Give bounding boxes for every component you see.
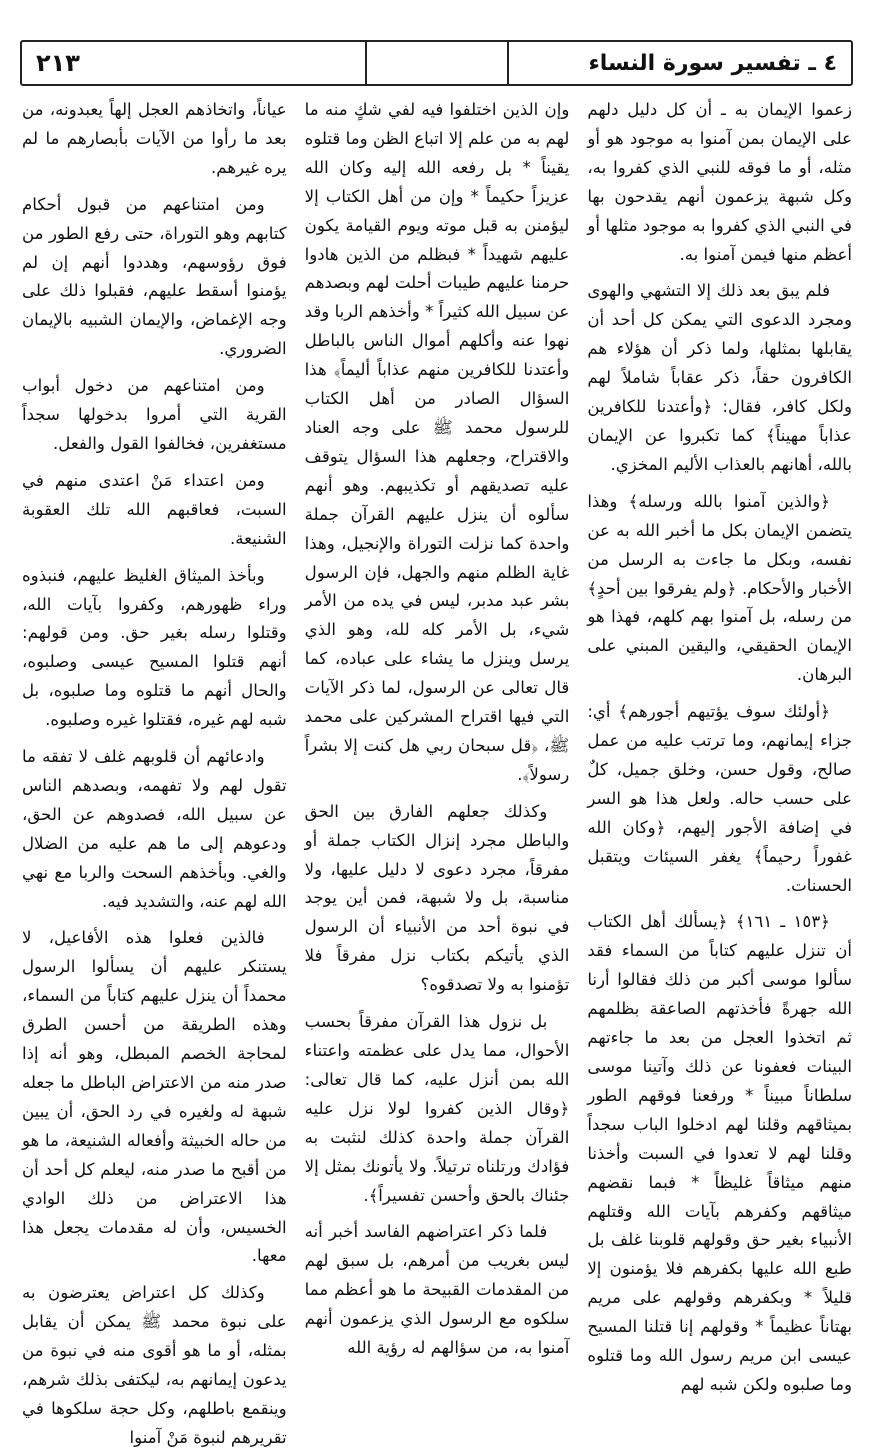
paragraph: ﴿١٥٣ ـ ١٦١﴾ ﴿يسألك أهل الكتاب أن تنزل عليهم كتاباً من السماء فقد سألوا موسى أكبر من ذلك فقالوا أرنا الله جهرةً فأخذتهم الصاعقة بظلمهم ثم اتخذوا العجل من بعد ما جاءتهم البينات فعفونا عن ذلك وآتينا موسى سلطاناً مبيناً * ورفعنا فوقهم الطور بميثاقهم وقلنا لهم ادخلوا الباب سجداً وقلنا لهم لا تعدوا في السبت وأخذنا منهم ميثاقاً غليظاً * فبما نقضهم ميثاقهم وكفرهم بآيات الله وقتلهم الأنبياء بغير حق وقولهم قلوبنا غلف بل طبع الله عليها بكفرهم فلا يؤمنون إلا قليلاً * وبكفرهم وقولهم على مريم بهتاناً عظيماً * وقولهم إنا قتلنا المسيح عيسى ابن مريم رسول الله وما قتلوه وما صلبوه ولكن شبه لهم — [587, 912, 852, 1394]
paragraph: بل نزول هذا القرآن مفرقاً بحسب الأحوال، مما يدل على عظمته واعتناء الله بمن أنزل عليه، كما قال تعالى: ﴿وقال الذين كفروا لولا نزل عليه القرآن جملة واحدة كذلك لنثبت به فؤادك ورتلناه ترتيلاً. ولا يأتونك بمثل إلا جئناك بالحق وأحسن تفسيراً﴾. — [304, 1012, 570, 1205]
paragraph: عياناً، واتخاذهم العجل إلهاً يعبدونه، من بعد ما رأوا من الآيات بأبصارهم ما لم يره غيرهم. — [21, 100, 287, 177]
paragraph: فالذين فعلوا هذه الأفاعيل، لا يستنكر عليهم أن يسألوا الرسول محمداً أن ينزل عليهم كتاباً من السماء، وهذه الطريقة من أحسن الطرق لمحاجة الخصم المبطل، وهو أنه إذا صدر منه من الاعتراض الباطل ما جعله شبهة له ولغيره في رد الحق، أن يبين من حاله الخبيثة وأفعاله الشنيعة، ما هو من أقبح ما صدر منه، ليعلم كل أحد أن هذا الاعتراض من ذلك الوادي الخسيس، وأن له مقدمات يجعل هذا معها. — [21, 928, 287, 1266]
paragraph: وكذلك جعلهم الفارق بين الحق والباطل مجرد إنزال الكتاب جملة أو مفرقاً، مجرد دعوى لا دليل عليها، ولا مناسبة، بل ولا شبهة، فمن أين يوجد في نبوة أحد من الأنبياء أن الرسول الذي يأتيكم بكتاب نزل مفرقاً فلا تؤمنوا به ولا تصدقوه؟ — [304, 801, 570, 995]
paragraph: ومن امتناعهم من دخول أبواب القرية التي أمروا بدخولها سجداً مستغفرين، فخالفوا القول والفعل. — [21, 376, 287, 453]
chapter-title: ٤ ـ تفسير سورة النساء — [588, 50, 837, 76]
paragraph: فلما ذكر اعتراضهم الفاسد أخبر أنه ليس بغريب من أمرهم، بل سبق لهم من المقدمات القبيحة ما هو أعظم مما سلكوه مع الرسول الذي يزعمون أنهم آمنوا به، من سؤالهم له رؤية الله — [304, 1222, 570, 1358]
column-right — [587, 96, 852, 1394]
paragraph: وإن الذين اختلفوا فيه لفي شكٍ منه ما لهم به من علم إلا اتباع الظن وما قتلوه يقيناً * بل رفعه الله إليه وكان الله عزيزاً حكيماً * وإن من أهل الكتاب إلا ليؤمنن به قبل موته ويوم القيامة يكون عليهم شهيداً * فبظلم من الذين هادوا حرمنا عليهم طيبات أحلت لهم وبصدهم عن سبيل الله كثيراً * وأخذهم الربا وقد نهوا عنه وأكلهم أموال الناس بالباطل وأعتدنا للكافرين منهم عذاباً أليماً﴾ هذا السؤال الصادر من أهل الكتاب للرسول محمد ﷺ على وجه العناد والاقتراح، وجعلهم هذا السؤال يتوقف عليه تصديقهم أو تكذيبهم. وهو أنهم سألوه أن ينزل عليهم القرآن جملة واحدة كما نزلت التوراة والإنجيل، وهذا غاية الظلم منهم والجهل، فإن الرسول بشر عبد مدبر، ليس في يده من الأمر شيء، بل الأمر كله لله، وهو الذي يرسل وينزل ما يشاء على عباده، كما قال تعالى عن الرسول، لما ذكر الآيات التي فيها اقتراح المشركين على محمد ﷺ، ﴿قل سبحان ربي هل كنت إلا بشراً رسولاً﴾. — [304, 100, 570, 784]
text-columns — [21, 96, 852, 1447]
paragraph: وبأخذ الميثاق الغليظ عليهم، فنبذوه وراء ظهورهم، وكفروا بآيات الله، وقتلوا رسله بغير حق. ومن قولهم: أنهم قتلوا المسيح عيسى وصلبوه، والحال أنهم ما قتلوه وما صلبوه، بل شبه لهم غيره، فقتلوا غيره وصلبوه. — [21, 565, 287, 730]
paragraph: وكذلك كل اعتراض يعترضون به على نبوة محمد ﷺ يمكن أن يقابل بمثله، أو ما هو أقوى منه في نبوة من يدعون إيمانهم به، ليكتفى بذلك شرهم، وينقمع باطلهم، وكل حجة سلكوها في تقريرهم لنبوة مَنْ آمنوا — [21, 1283, 287, 1447]
column-middle — [305, 96, 570, 1376]
paragraph: ومن اعتداء مَنْ اعتدى منهم في السبت، فعاقبهم الله تلك العقوبة الشنيعة. — [21, 470, 287, 548]
header-divider-ornament — [365, 40, 509, 86]
page-number: ٢١٣ — [36, 49, 80, 77]
column-left — [21, 96, 287, 1447]
paragraph: ﴿والذين آمنوا بالله ورسله﴾ وهذا يتضمن الإيمان بكل ما أخبر الله به عن نفسه، وبكل ما جاءت به الرسل من الأخبار والأحكام. ﴿ولم يفرقوا بين أحدٍ﴾ من رسله، بل آمنوا بهم كلهم، فهذا هو الإيمان الحقيقي، واليقين المبني على البرهان. — [587, 491, 852, 685]
paragraph: زعموا الإيمان به ـ أن كل دليل دلهم على الإيمان بمن آمنوا به موجود هو أو مثله، أو ما فوقه للنبي الذي كفروا به، وكل شبهة يزعمون أنهم يقدحون بها في النبي الذي كفروا به موجود مثلها أو أعظم منها فيمن آمنوا به. — [587, 100, 852, 264]
paragraph: ومن امتناعهم من قبول أحكام كتابهم وهو التوراة، حتى رفع الطور من فوق رؤوسهم، وهددوا أنهم إن لم يؤمنوا أسقط عليهم، فقبلوا ذلك على وجه الإغماض، والإيمان الشبيه بالإيمان الضروري. — [21, 194, 287, 359]
paragraph: وادعائهم أن قلوبهم غلف لا تفقه ما تقول لهم ولا تفهمه، وبصدهم الناس عن سبيل الله، فصدوهم عن الحق، ودعوهم إلى ما هم عليه من الضلال والغي. وبأخذهم السحت والربا مع نهي الله لهم عنه، والتشديد فيه. — [21, 747, 287, 911]
paragraph: ﴿أولئك سوف يؤتيهم أجورهم﴾ أي: جزاء إيمانهم، وما ترتب عليه من عمل صالح، وقول حسن، وخلق جميل، كلٌ على حسب حاله. ولعل هذا هو السر في إضافة الأجور إليهم، ﴿وكان الله غفوراً رحيماً﴾ يغفر السيئات ويتقبل الحسنات. — [587, 702, 852, 895]
paragraph: فلم يبق بعد ذلك إلا التشهي والهوى ومجرد الدعوى التي يمكن كل أحد أن يقابلها بمثلها، ولما ذكر أن هؤلاء هم الكافرون حقاً، ذكر عقاباً شاملاً لهم ولكل كافر، فقال: ﴿وأعتدنا للكافرين عذاباً مهيناً﴾ كما تكبروا عن الإيمان بالله، أهانهم بالعذاب الأليم المخزي. — [587, 281, 852, 474]
running-header — [20, 40, 853, 86]
